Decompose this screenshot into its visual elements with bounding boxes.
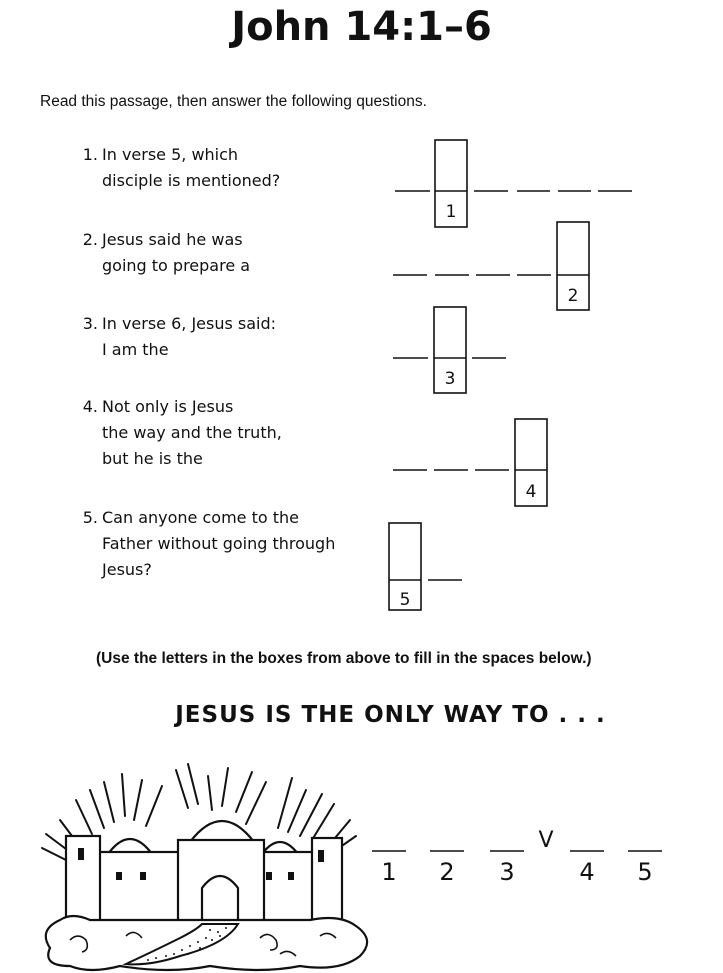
question-number: 1. <box>82 145 98 164</box>
question-number: 5. <box>82 508 98 527</box>
box-number-3: 3 <box>444 369 456 389</box>
final-answer-slots <box>360 815 690 895</box>
slot-number: 5 <box>637 858 653 886</box>
question-text: Jesus said he was going to prepare a <box>102 230 251 275</box>
footnote-text: (Use the letters in the boxes from above to fill in the spaces below.) <box>96 650 592 667</box>
question-number: 3. <box>82 314 98 333</box>
slot-number: 1 <box>381 858 397 886</box>
slot-number: 2 <box>439 858 455 886</box>
question-text: In verse 5, which disciple is mentioned? <box>102 145 281 190</box>
box-number-4: 4 <box>525 482 537 502</box>
given-letter: V <box>538 828 554 853</box>
slot-number: 4 <box>579 858 595 886</box>
question-2 <box>70 227 250 279</box>
question-1 <box>70 142 280 194</box>
question-text: Not only is Jesus the way and the truth, but he is the <box>102 397 282 468</box>
question-3 <box>70 311 276 363</box>
question-text: Can anyone come to the Father without going through Jesus? <box>102 508 336 579</box>
box-number-5: 5 <box>399 590 411 610</box>
answer-blanks-4[interactable] <box>393 419 547 506</box>
heavenly-city-icon <box>30 760 380 972</box>
answer-blanks-1[interactable] <box>395 140 632 227</box>
answer-blanks-2[interactable] <box>393 222 589 310</box>
box-number-1: 1 <box>445 202 457 222</box>
question-number: 4. <box>82 397 98 416</box>
question-4 <box>70 394 282 472</box>
question-5 <box>70 505 335 583</box>
slot-number: 3 <box>499 858 515 886</box>
final-heading: JESUS IS THE ONLY WAY TO . . . <box>175 702 606 728</box>
box-number-2: 2 <box>567 286 579 306</box>
question-number: 2. <box>82 230 98 249</box>
instructions-text: Read this passage, then answer the following questions. <box>40 93 427 110</box>
page-title: John 14:1–6 <box>231 4 492 50</box>
question-text: In verse 6, Jesus said: I am the <box>102 314 277 359</box>
